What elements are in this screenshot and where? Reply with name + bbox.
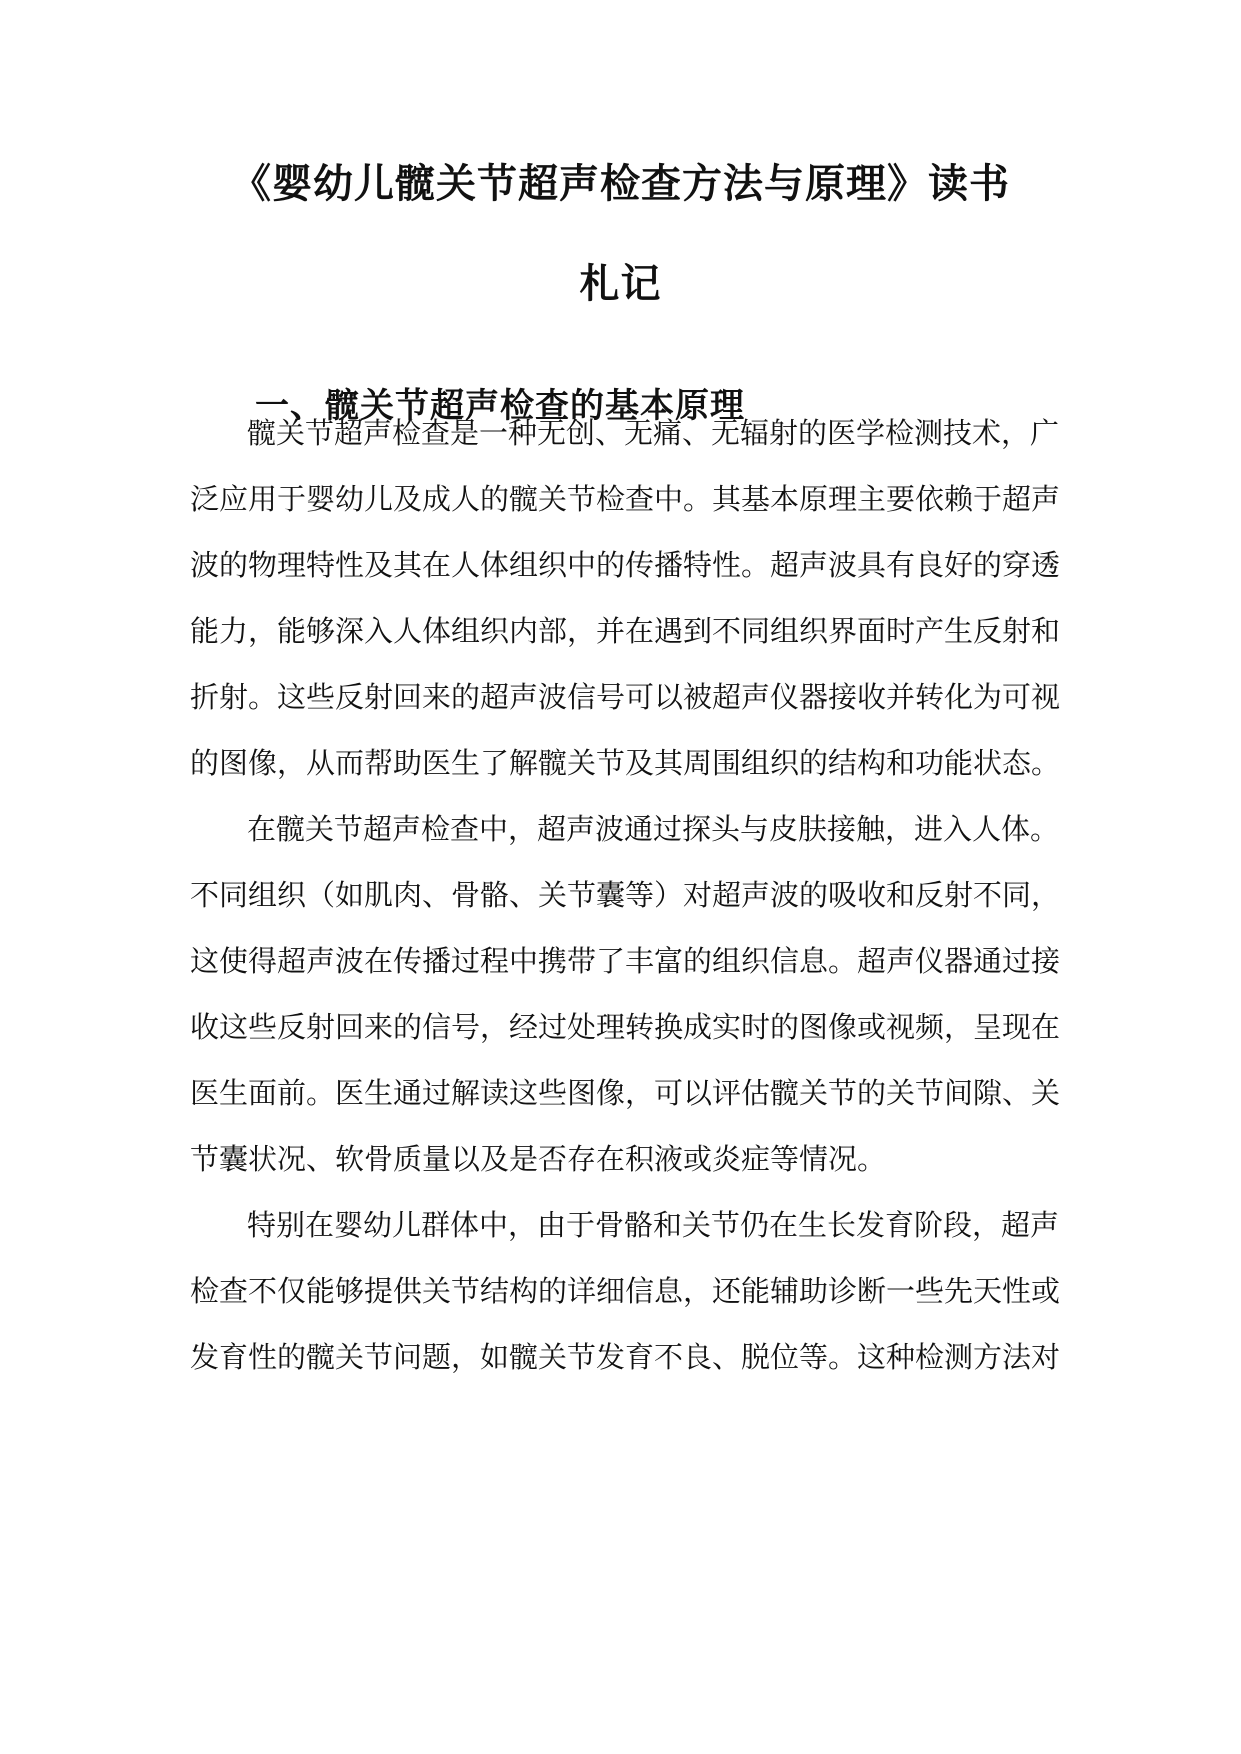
body-line: 特别在婴幼儿群体中，由于骨骼和关节仍在生长发育阶段，超声 [247,1208,1060,1242]
body-line: 折射。这些反射回来的超声波信号可以被超声仪器接收并转化为可视 [190,680,1061,714]
body-line: 发育性的髋关节问题，如髋关节发育不良、脱位等。这种检测方法对 [190,1340,1061,1374]
body-line: 这使得超声波在传播过程中携带了丰富的组织信息。超声仪器通过接 [190,944,1061,978]
body-line: 髋关节超声检查是一种无创、无痛、无辐射的医学检测技术，广 [247,416,1060,450]
body-line: 能力，能够深入人体组织内部，并在遇到不同组织界面时产生反射和 [190,614,1061,648]
body-line: 收这些反射回来的信号，经过处理转换成实时的图像或视频，呈现在 [190,1010,1061,1044]
body-line: 波的物理特性及其在人体组织中的传播特性。超声波具有良好的穿透 [190,548,1061,582]
document-title-line-1: 《婴幼儿髋关节超声检查方法与原理》读书 [231,160,1010,207]
section-heading: 一、髋关节超声检查的基本原理 [255,386,745,426]
body-line: 泛应用于婴幼儿及成人的髋关节检查中。其基本原理主要依赖于超声 [190,482,1061,516]
document-title-line-2: 札记 [579,260,662,307]
body-line: 医生面前。医生通过解读这些图像，可以评估髋关节的关节间隙、关 [190,1076,1061,1110]
body-line: 在髋关节超声检查中，超声波通过探头与皮肤接触，进入人体。 [247,812,1060,846]
body-line: 的图像，从而帮助医生了解髋关节及其周围组织的结构和功能状态。 [190,746,1061,780]
body-line: 节囊状况、软骨质量以及是否存在积液或炎症等情况。 [190,1142,887,1176]
body-line: 检查不仅能够提供关节结构的详细信息，还能辅助诊断一些先天性或 [190,1274,1061,1308]
body-line: 不同组织（如肌肉、骨骼、关节囊等）对超声波的吸收和反射不同， [190,878,1061,912]
